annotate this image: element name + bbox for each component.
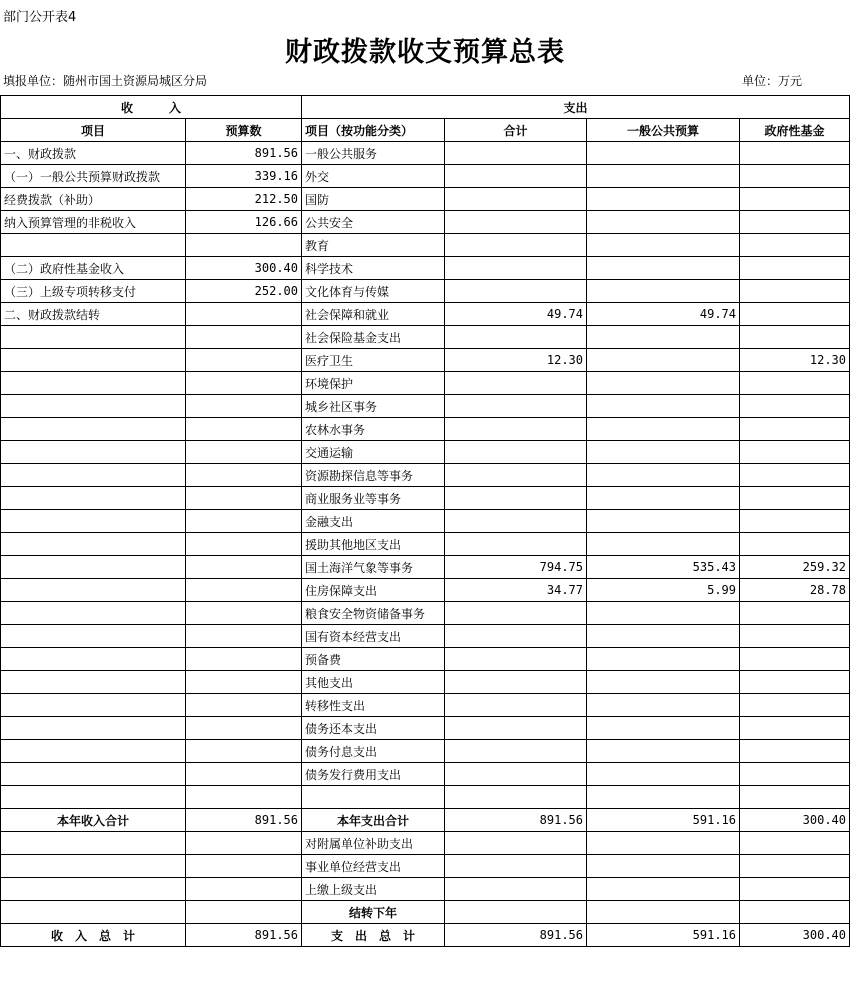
income-amount-cell — [186, 395, 302, 418]
expense-fund-cell — [740, 602, 850, 625]
expense-general-cell — [587, 602, 740, 625]
expense-fund-cell — [740, 464, 850, 487]
expense-year-total-label: 本年支出合计 — [302, 809, 445, 832]
expense-fund-cell: 259.32 — [740, 556, 850, 579]
expense-grand-fund-amount: 300.40 — [740, 924, 850, 947]
income-amount-cell — [186, 579, 302, 602]
grand-total-row — [1, 924, 850, 947]
expense-total-cell — [445, 257, 587, 280]
expense-fund-cell — [740, 395, 850, 418]
income-amount-cell — [186, 625, 302, 648]
income-amount-cell — [186, 832, 302, 855]
expense-total-cell — [445, 671, 587, 694]
income-item-cell — [1, 510, 186, 533]
expense-grand-general-amount: 591.16 — [587, 924, 740, 947]
income-year-total-label: 本年收入合计 — [1, 809, 186, 832]
expense-general-cell — [587, 349, 740, 372]
budget-table — [0, 95, 850, 947]
expense-item-cell: 科学技术 — [302, 257, 445, 280]
expense-general-cell — [587, 441, 740, 464]
table-row — [1, 510, 850, 533]
income-amount-cell: 339.16 — [186, 165, 302, 188]
expense-general-cell — [587, 395, 740, 418]
expense-item-cell: 资源勘探信息等事务 — [302, 464, 445, 487]
expense-general-cell — [587, 326, 740, 349]
income-amount-cell — [186, 326, 302, 349]
expense-total-cell — [445, 188, 587, 211]
expense-general-cell — [587, 694, 740, 717]
expense-fund-cell — [740, 648, 850, 671]
expense-fund-cell — [740, 694, 850, 717]
income-amount-cell — [186, 556, 302, 579]
expense-fund-cell — [740, 901, 850, 924]
table-row — [1, 188, 850, 211]
income-item-cell — [1, 694, 186, 717]
expense-general-cell — [587, 648, 740, 671]
income-amount-cell — [186, 464, 302, 487]
table-code-label: 部门公开表4 — [3, 10, 77, 25]
expense-fund-cell — [740, 303, 850, 326]
expense-total-cell — [445, 326, 587, 349]
col-item-header: 项目 — [1, 119, 186, 142]
expense-item-cell: 援助其他地区支出 — [302, 533, 445, 556]
col-total-header: 合计 — [445, 119, 587, 142]
expense-fund-cell — [740, 165, 850, 188]
expense-total-cell — [445, 211, 587, 234]
table-row — [1, 648, 850, 671]
expense-item-cell: 一般公共服务 — [302, 142, 445, 165]
table-row — [1, 441, 850, 464]
expense-total-cell — [445, 648, 587, 671]
income-amount-cell — [186, 418, 302, 441]
expense-item-cell: 商业服务业等事务 — [302, 487, 445, 510]
expense-fund-cell — [740, 487, 850, 510]
currency-unit: 单位：万元 — [742, 74, 803, 88]
income-item-cell — [1, 740, 186, 763]
income-grand-total-label: 收 入 总 计 — [1, 924, 186, 947]
income-item-cell — [1, 372, 186, 395]
table-row — [1, 487, 850, 510]
table-row — [1, 786, 850, 809]
income-amount-cell — [186, 441, 302, 464]
expense-total-cell — [445, 142, 587, 165]
expense-fund-cell — [740, 510, 850, 533]
expense-general-cell — [587, 901, 740, 924]
expense-general-cell — [587, 211, 740, 234]
expense-general-cell — [587, 832, 740, 855]
table-row — [1, 395, 850, 418]
expense-total-cell: 49.74 — [445, 303, 587, 326]
income-amount-cell — [186, 671, 302, 694]
expense-fund-cell — [740, 257, 850, 280]
expense-general-cell — [587, 487, 740, 510]
expense-fund-cell: 12.30 — [740, 349, 850, 372]
income-amount-cell — [186, 763, 302, 786]
expense-fund-cell — [740, 533, 850, 556]
income-item-cell — [1, 418, 186, 441]
expense-total-cell — [445, 441, 587, 464]
expense-item-cell: 教育 — [302, 234, 445, 257]
income-item-cell — [1, 717, 186, 740]
expense-fund-cell — [740, 832, 850, 855]
income-item-cell — [1, 395, 186, 418]
expense-total-cell — [445, 280, 587, 303]
expense-item-cell: 上缴上级支出 — [302, 878, 445, 901]
expense-general-cell — [587, 786, 740, 809]
group-header-row — [1, 96, 850, 119]
expense-item-cell: 环境保护 — [302, 372, 445, 395]
col-fund-header: 政府性基金 — [740, 119, 850, 142]
income-item-cell — [1, 234, 186, 257]
expense-fund-cell — [740, 441, 850, 464]
col-func-header: 项目（按功能分类） — [302, 119, 445, 142]
expense-item-cell: 公共安全 — [302, 211, 445, 234]
expense-fund-cell — [740, 625, 850, 648]
income-amount-cell — [186, 648, 302, 671]
income-item-cell — [1, 556, 186, 579]
income-amount-cell — [186, 786, 302, 809]
income-group-header: 收 入 — [1, 96, 302, 119]
expense-item-cell: 其他支出 — [302, 671, 445, 694]
income-amount-cell: 126.66 — [186, 211, 302, 234]
expense-general-cell — [587, 855, 740, 878]
expense-item-cell: 金融支出 — [302, 510, 445, 533]
expense-item-cell: 文化体育与传媒 — [302, 280, 445, 303]
expense-general-cell — [587, 878, 740, 901]
table-row — [1, 579, 850, 602]
expense-general-cell — [587, 510, 740, 533]
expense-general-cell — [587, 763, 740, 786]
expense-total-cell — [445, 717, 587, 740]
income-item-cell — [1, 441, 186, 464]
income-item-cell — [1, 602, 186, 625]
expense-item-cell: 国土海洋气象等事务 — [302, 556, 445, 579]
table-row — [1, 671, 850, 694]
expense-total-cell: 12.30 — [445, 349, 587, 372]
income-item-cell — [1, 786, 186, 809]
income-item-cell — [1, 579, 186, 602]
table-row — [1, 740, 850, 763]
expense-fund-cell: 28.78 — [740, 579, 850, 602]
year-total-row — [1, 809, 850, 832]
expense-fund-cell — [740, 418, 850, 441]
expense-fund-cell — [740, 234, 850, 257]
expense-grand-total-label: 支 出 总 计 — [302, 924, 445, 947]
expense-item-cell — [302, 786, 445, 809]
table-row — [1, 464, 850, 487]
expense-total-cell — [445, 901, 587, 924]
expense-general-cell — [587, 717, 740, 740]
income-item-cell — [1, 671, 186, 694]
expense-fund-cell — [740, 740, 850, 763]
income-amount-cell — [186, 372, 302, 395]
expense-fund-cell — [740, 280, 850, 303]
income-amount-cell — [186, 510, 302, 533]
expense-total-cell — [445, 533, 587, 556]
table-row — [1, 717, 850, 740]
table-row — [1, 878, 850, 901]
table-row — [1, 234, 850, 257]
expense-total-cell — [445, 395, 587, 418]
income-amount-cell — [186, 349, 302, 372]
expense-item-cell: 城乡社区事务 — [302, 395, 445, 418]
expense-general-cell — [587, 372, 740, 395]
expense-item-cell: 国防 — [302, 188, 445, 211]
expense-item-cell: 农林水事务 — [302, 418, 445, 441]
expense-general-cell — [587, 418, 740, 441]
expense-total-cell — [445, 878, 587, 901]
income-item-cell: 一、财政拨款 — [1, 142, 186, 165]
table-row — [1, 763, 850, 786]
income-item-cell — [1, 487, 186, 510]
expense-fund-cell — [740, 188, 850, 211]
expense-general-cell — [587, 625, 740, 648]
expense-fund-cell — [740, 142, 850, 165]
column-header-row — [1, 119, 850, 142]
expense-total-cell — [445, 165, 587, 188]
expense-group-header: 支出 — [302, 96, 850, 119]
expense-total-cell — [445, 372, 587, 395]
income-amount-cell — [186, 740, 302, 763]
expense-year-general-amount: 591.16 — [587, 809, 740, 832]
table-row — [1, 165, 850, 188]
income-amount-cell — [186, 717, 302, 740]
table-row — [1, 372, 850, 395]
income-item-cell — [1, 855, 186, 878]
expense-general-cell — [587, 188, 740, 211]
income-amount-cell — [186, 694, 302, 717]
table-row — [1, 694, 850, 717]
income-amount-cell: 300.40 — [186, 257, 302, 280]
expense-total-cell — [445, 832, 587, 855]
expense-general-cell — [587, 234, 740, 257]
expense-general-cell — [587, 257, 740, 280]
expense-general-cell — [587, 280, 740, 303]
expense-item-cell: 交通运输 — [302, 441, 445, 464]
expense-general-cell — [587, 165, 740, 188]
income-amount-cell — [186, 234, 302, 257]
expense-general-cell — [587, 671, 740, 694]
income-item-cell — [1, 625, 186, 648]
income-amount-cell — [186, 487, 302, 510]
income-amount-cell: 212.50 — [186, 188, 302, 211]
income-year-total-amount: 891.56 — [186, 809, 302, 832]
income-grand-total-amount: 891.56 — [186, 924, 302, 947]
income-amount-cell — [186, 533, 302, 556]
expense-item-cell: 预备费 — [302, 648, 445, 671]
table-row — [1, 326, 850, 349]
page-title: 财政拨款收支预算总表 — [285, 37, 565, 68]
budget-table-body — [1, 96, 850, 947]
expense-general-cell: 5.99 — [587, 579, 740, 602]
expense-fund-cell — [740, 671, 850, 694]
expense-total-cell — [445, 510, 587, 533]
income-item-cell — [1, 901, 186, 924]
table-row — [1, 303, 850, 326]
table-row — [1, 142, 850, 165]
income-item-cell — [1, 763, 186, 786]
expense-item-cell: 社会保障和就业 — [302, 303, 445, 326]
income-item-cell: 纳入预算管理的非税收入 — [1, 211, 186, 234]
expense-fund-cell — [740, 372, 850, 395]
expense-item-cell: 粮食安全物资储备事务 — [302, 602, 445, 625]
col-general-header: 一般公共预算 — [587, 119, 740, 142]
income-item-cell — [1, 832, 186, 855]
income-item-cell — [1, 878, 186, 901]
table-row — [1, 832, 850, 855]
table-row — [1, 625, 850, 648]
income-item-cell: （三）上级专项转移支付 — [1, 280, 186, 303]
income-amount-cell — [186, 878, 302, 901]
expense-general-cell — [587, 533, 740, 556]
expense-fund-cell — [740, 717, 850, 740]
table-row — [1, 418, 850, 441]
expense-total-cell: 34.77 — [445, 579, 587, 602]
expense-item-cell: 债务付息支出 — [302, 740, 445, 763]
expense-fund-cell — [740, 763, 850, 786]
income-amount-cell: 252.00 — [186, 280, 302, 303]
expense-fund-cell — [740, 326, 850, 349]
expense-total-cell — [445, 740, 587, 763]
income-amount-cell — [186, 855, 302, 878]
income-item-cell: （一）一般公共预算财政拨款 — [1, 165, 186, 188]
expense-item-cell: 事业单位经营支出 — [302, 855, 445, 878]
income-amount-cell — [186, 303, 302, 326]
expense-total-cell — [445, 786, 587, 809]
income-amount-cell: 891.56 — [186, 142, 302, 165]
expense-fund-cell — [740, 786, 850, 809]
income-amount-cell — [186, 901, 302, 924]
income-item-cell — [1, 349, 186, 372]
reporting-unit: 填报单位：随州市国土资源局城区分局 — [3, 74, 208, 88]
income-item-cell: （二）政府性基金收入 — [1, 257, 186, 280]
income-item-cell: 二、财政拨款结转 — [1, 303, 186, 326]
income-item-cell: 经费拨款（补助） — [1, 188, 186, 211]
expense-item-cell: 医疗卫生 — [302, 349, 445, 372]
income-item-cell — [1, 648, 186, 671]
expense-general-cell — [587, 740, 740, 763]
expense-fund-cell — [740, 878, 850, 901]
expense-item-cell: 国有资本经营支出 — [302, 625, 445, 648]
expense-item-cell: 转移性支出 — [302, 694, 445, 717]
expense-year-total-amount: 891.56 — [445, 809, 587, 832]
expense-total-cell — [445, 234, 587, 257]
expense-item-cell: 社会保险基金支出 — [302, 326, 445, 349]
expense-general-cell — [587, 142, 740, 165]
table-row — [1, 855, 850, 878]
table-row — [1, 280, 850, 303]
expense-total-cell — [445, 602, 587, 625]
table-row — [1, 211, 850, 234]
expense-item-cell: 债务还本支出 — [302, 717, 445, 740]
expense-total-cell — [445, 487, 587, 510]
table-row — [1, 602, 850, 625]
carry-over-row — [1, 901, 850, 924]
income-item-cell — [1, 533, 186, 556]
expense-total-cell — [445, 694, 587, 717]
expense-item-cell: 对附属单位补助支出 — [302, 832, 445, 855]
expense-total-cell — [445, 464, 587, 487]
table-row — [1, 556, 850, 579]
carry-over-label: 结转下年 — [302, 901, 445, 924]
expense-item-cell: 外交 — [302, 165, 445, 188]
expense-item-cell: 住房保障支出 — [302, 579, 445, 602]
expense-total-cell — [445, 418, 587, 441]
expense-total-cell — [445, 625, 587, 648]
expense-general-cell: 535.43 — [587, 556, 740, 579]
income-item-cell — [1, 464, 186, 487]
expense-general-cell — [587, 464, 740, 487]
table-row — [1, 257, 850, 280]
table-row — [1, 349, 850, 372]
expense-fund-cell — [740, 211, 850, 234]
expense-general-cell: 49.74 — [587, 303, 740, 326]
col-budget-header: 预算数 — [186, 119, 302, 142]
expense-grand-total-amount: 891.56 — [445, 924, 587, 947]
income-amount-cell — [186, 602, 302, 625]
expense-total-cell: 794.75 — [445, 556, 587, 579]
expense-year-fund-amount: 300.40 — [740, 809, 850, 832]
expense-total-cell — [445, 855, 587, 878]
expense-total-cell — [445, 763, 587, 786]
expense-item-cell: 债务发行费用支出 — [302, 763, 445, 786]
income-item-cell — [1, 326, 186, 349]
expense-fund-cell — [740, 855, 850, 878]
table-row — [1, 533, 850, 556]
